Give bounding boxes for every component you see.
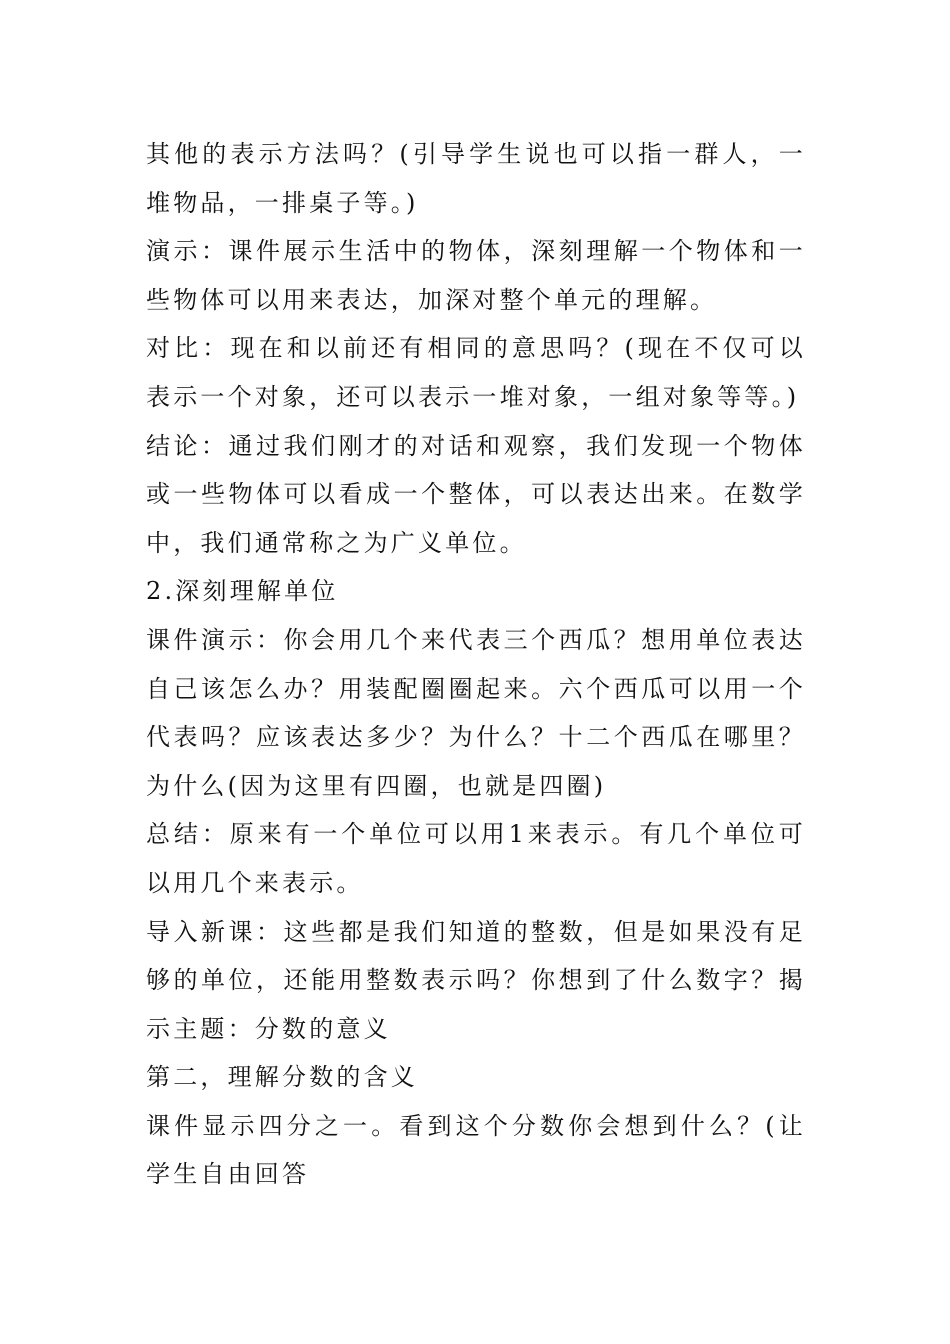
paragraph-continued-methods: 其他的表示方法吗？(引导学生说也可以指一群人，一堆物品，一排桌子等。) [146,140,806,217]
paragraph-comparison: 对比：现在和以前还有相同的意思吗？(现在不仅可以表示一个对象，还可以表示一堆对象，一组对象等等。) [146,334,806,411]
paragraph-conclusion: 结论：通过我们刚才的对话和观察，我们发现一个物体或一些物体可以看成一个整体，可以表达出来。在数学中，我们通常称之为广义单位。 [146,431,806,557]
paragraph-summary: 总结：原来有一个单位可以用1来表示。有几个单位可以用几个来表示。 [146,820,806,897]
section-heading-fraction-meaning: 第二，理解分数的含义 [146,1063,418,1092]
paragraph-new-lesson: 导入新课：这些都是我们知道的整数，但是如果没有足够的单位，还能用整数表示吗？你想到了什么数字？揭示主题：分数的意义 [146,917,806,1043]
paragraph-quarter-display: 课件显示四分之一。看到这个分数你会想到什么？(让学生自由回答 [146,1111,806,1189]
section-heading-unit: 2.深刻理解单位 [146,577,339,606]
paragraph-courseware-demo: 课件演示：你会用几个来代表三个西瓜？想用单位表达自己该怎么办？用装配圈圈起来。六个西瓜可以用一个代表吗？应该表达多少？为什么？十二个西瓜在哪里？为什么(因为这里有四圈，也就是四圈) [146,625,806,800]
document-body [146,130,806,1199]
paragraph-demonstration: 演示：课件展示生活中的物体，深刻理解一个物体和一些物体可以用来表达，加深对整个单元的理解。 [146,237,806,314]
